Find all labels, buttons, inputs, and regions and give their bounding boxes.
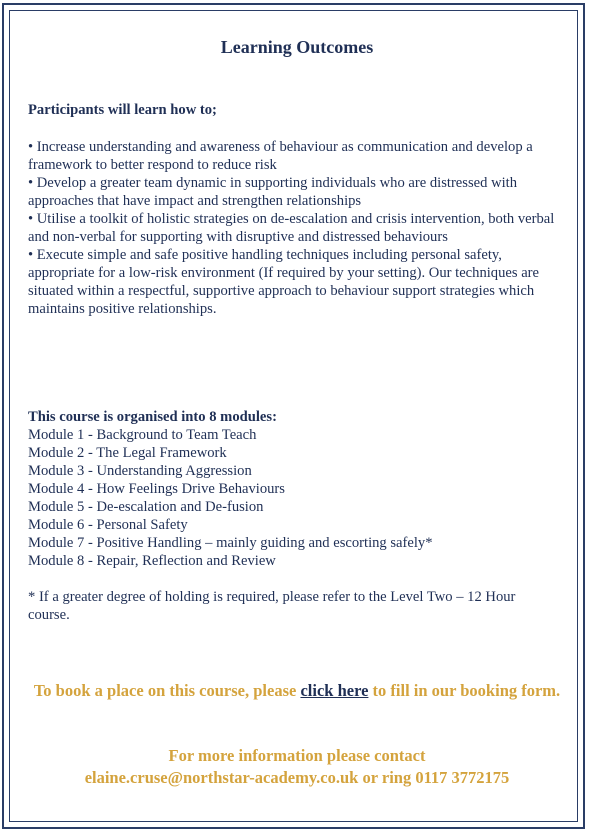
outcome-item: • Utilise a toolkit of holistic strategies on de-escalation and crisis intervention, both verbal and non-verbal for supporting with disruptive and distressed behaviours [28,211,555,245]
booking-callout [28,680,566,702]
module-item: Module 5 - De-escalation and De-fusion [28,499,264,515]
contact-callout [28,745,566,789]
modules-list [28,426,433,570]
outcome-item: • Execute simple and safe positive handling techniques including personal safety, appropriate for a low-risk environment (If required by your setting). Our techniques are situated within a respectful, supportive approach to behaviour support strategies which maintains positive relationships. [28,247,540,317]
booking-text-before: To book a place on this course, please [33,681,301,700]
booking-text-after: to fill in our booking form. [368,681,561,700]
modules-heading: This course is organised into 8 modules: [28,409,277,425]
module-item: Module 2 - The Legal Framework [28,445,227,461]
intro-text: Participants will learn how to; [28,102,217,118]
contact-line-2: elaine.cruse@northstar-academy.co.uk or ring 0117 3772175 [84,768,510,787]
module-item: Module 1 - Background to Team Teach [28,427,257,443]
module-item: Module 7 - Positive Handling – mainly guiding and escorting safely* [28,535,433,551]
module-item: Module 8 - Repair, Reflection and Review [28,553,276,569]
module-item: Module 4 - How Feelings Drive Behaviours [28,481,285,497]
page-title: Learning Outcomes [220,37,374,57]
footnote: * If a greater degree of holding is required, please refer to the Level Two – 12 Hour course. [28,589,516,623]
booking-link[interactable]: click here [300,681,369,700]
contact-line-1: For more information please contact [168,746,426,765]
module-item: Module 6 - Personal Safety [28,517,188,533]
outcome-item: • Develop a greater team dynamic in supporting individuals who are distressed with approaches that have impact and strengthen relationships [28,175,518,209]
module-item: Module 3 - Understanding Aggression [28,463,252,479]
learning-outcomes-list [28,138,566,318]
outcome-item: • Increase understanding and awareness of behaviour as communication and develop a framework to better respond to reduce risk [28,139,533,173]
